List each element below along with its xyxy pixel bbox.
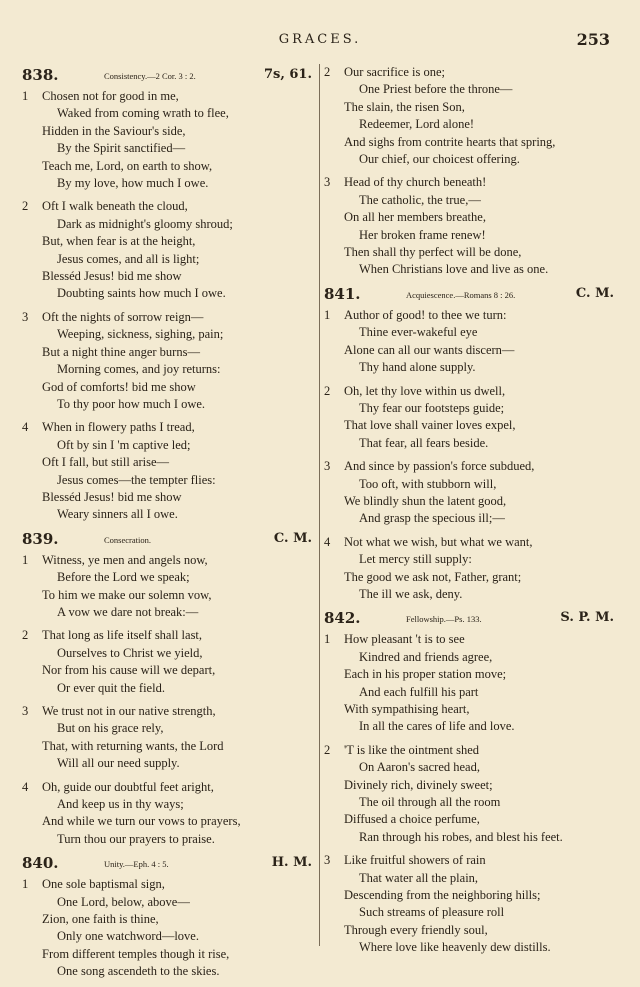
- verse-line: Nor from his cause will we depart,: [42, 663, 216, 678]
- stanza-number: 2: [324, 383, 331, 398]
- verse-line: Blesséd Jesus! bid me show: [42, 489, 182, 504]
- verse-line: Kindred and friends agree,: [359, 649, 493, 664]
- verse-line: Ran through his robes, and blest his feet.: [359, 829, 563, 844]
- verse-line: With sympathising heart,: [344, 702, 470, 716]
- stanza-number: 4: [324, 534, 331, 549]
- verse-text: Not what we wish, but what we want,: [344, 534, 533, 549]
- hymn: [324, 285, 616, 604]
- page-header: [0, 30, 640, 52]
- verse-line: [22, 419, 314, 436]
- verse-text: Oft I walk beneath the cloud,: [42, 199, 188, 214]
- verse-line: Jesus comes—the tempter flies:: [57, 472, 216, 487]
- verse-line: Where love like heavenly dew distills.: [359, 940, 551, 955]
- stanza: [324, 64, 616, 168]
- hymn-topic: Unity.—Eph. 4 : 5.: [104, 859, 169, 870]
- verse-line: [22, 552, 314, 569]
- verse-line: A vow we dare not break:—: [57, 604, 199, 619]
- verse-line: Descending from the neighboring hills;: [344, 888, 541, 903]
- verse-line: The oil through all the room: [359, 795, 501, 810]
- verse-line: Jesus comes, and all is light;: [57, 251, 200, 266]
- hymn-topic: Consecration.: [104, 534, 151, 545]
- stanza-number: 3: [324, 175, 331, 190]
- hymn: [22, 530, 314, 849]
- hymn: [324, 609, 616, 956]
- verse-line: One song ascendeth to the skies.: [57, 964, 220, 979]
- verse-line: Thy fear our footsteps guide;: [359, 400, 505, 415]
- stanza: [22, 552, 314, 622]
- stanza: [324, 307, 616, 377]
- verse-line: Or ever quit the field.: [57, 680, 165, 695]
- verse-line: Then shall thy perfect will be done,: [344, 245, 522, 260]
- verse-line: Dark as midnight's gloomy shroud;: [57, 216, 233, 231]
- verse-line: From different temples though it rise,: [42, 946, 230, 961]
- verse-line: [324, 174, 616, 191]
- verse-line: [324, 631, 616, 648]
- stanza-number: 1: [324, 307, 331, 322]
- verse-line: [22, 779, 314, 796]
- stanza-number: 2: [324, 65, 331, 79]
- verse-text: Author of good! to thee we turn:: [344, 307, 507, 322]
- stanza-number: 3: [22, 704, 29, 718]
- verse-line: Each in his proper station move;: [344, 667, 507, 682]
- verse-line: Zion, one faith is thine,: [42, 912, 159, 927]
- verse-line: Waked from coming wrath to flee,: [57, 106, 229, 121]
- verse-line: Teach me, Lord, on earth to show,: [42, 158, 213, 173]
- verse-line: That fear, all fears beside.: [359, 435, 489, 450]
- verse-line: By the Spirit sanctified—: [57, 141, 186, 156]
- verse-text: We trust not in our native strength,: [42, 704, 216, 718]
- verse-line: [22, 309, 314, 326]
- stanza: [324, 631, 616, 735]
- verse-line: By my love, how much I owe.: [57, 176, 209, 191]
- verse-line: [324, 307, 616, 324]
- verse-text: Like fruitful showers of rain: [344, 853, 486, 868]
- verse-line: Before the Lord we speak;: [57, 570, 190, 585]
- verse-text: Head of thy church beneath!: [344, 175, 487, 190]
- verse-line: Oft I fall, but still arise—: [42, 455, 170, 470]
- hymn-heading: [22, 854, 314, 876]
- hymn-heading: [22, 530, 314, 552]
- stanza-number: 1: [22, 89, 29, 103]
- hymn-heading: [324, 609, 616, 631]
- stanza-number: 2: [22, 199, 29, 214]
- verse-text: When in flowery paths I tread,: [42, 420, 195, 435]
- verse-line: Let mercy still supply:: [359, 552, 472, 567]
- verse-line: [324, 852, 616, 869]
- hymn-meter: 7s, 61.: [263, 67, 312, 82]
- hymn: [324, 64, 616, 279]
- stanza-number: 3: [22, 309, 29, 324]
- verse-line: [22, 627, 314, 644]
- left-column: [22, 64, 314, 987]
- stanza-number: 2: [324, 742, 331, 757]
- hymn-number: 838.: [22, 66, 59, 84]
- verse-text: 'T is like the ointment shed: [344, 742, 479, 757]
- verse-line: Thine ever-wakeful eye: [359, 325, 478, 340]
- stanza-number: 1: [22, 552, 29, 567]
- column-divider: [319, 64, 320, 946]
- verse-line: Hidden in the Saviour's side,: [42, 123, 186, 138]
- verse-line: [324, 383, 616, 400]
- verse-line: But a night thine anger burns—: [42, 344, 200, 359]
- verse-line: Ourselves to Christ we yield,: [57, 645, 203, 660]
- verse-line: Doubting saints how much I owe.: [57, 286, 226, 301]
- hymn-meter: S. P. M.: [560, 610, 614, 626]
- verse-line: The ill we ask, deny.: [359, 586, 463, 601]
- verse-text: Oh, let thy love within us dwell,: [344, 383, 506, 398]
- verse-text: One sole baptismal sign,: [42, 877, 165, 892]
- hymn-meter: H. M.: [271, 855, 312, 871]
- verse-line: Our chief, our choicest offering.: [359, 152, 520, 167]
- verse-text: Our sacrifice is one;: [344, 65, 446, 79]
- verse-line: And keep us in thy ways;: [57, 797, 184, 812]
- verse-line: Weary sinners all I owe.: [57, 507, 178, 522]
- stanza: [22, 88, 314, 192]
- verse-text: Oh, guide our doubtful feet aright,: [42, 779, 214, 794]
- hymn-number: 839.: [22, 529, 59, 548]
- stanza: [324, 174, 616, 278]
- verse-text: Oft the nights of sorrow reign—: [42, 309, 204, 324]
- hymn-heading: [22, 66, 314, 88]
- stanza-number: 3: [324, 459, 331, 474]
- stanza: [22, 309, 314, 413]
- verse-line: And sighs from contrite hearts that spring,: [344, 134, 556, 149]
- hymn-topic: Fellowship.—Ps. 133.: [406, 614, 482, 625]
- stanza: [324, 742, 616, 846]
- verse-line: The slain, the risen Son,: [344, 99, 465, 114]
- verse-line: [22, 876, 314, 893]
- stanza-number: 1: [22, 877, 29, 892]
- stanza: [324, 852, 616, 956]
- verse-line: On all her members breathe,: [344, 210, 486, 225]
- hymn-topic: Acquiescence.—Romans 8 : 26.: [406, 289, 516, 300]
- hymn: [22, 66, 314, 524]
- hymn-meter: C. M.: [273, 530, 312, 546]
- verse-line: That love shall vainer loves expel,: [344, 418, 516, 433]
- verse-text: Chosen not for good in me,: [42, 89, 179, 103]
- verse-line: The good we ask not, Father, grant;: [344, 569, 522, 584]
- verse-line: And while we turn our vows to prayers,: [42, 814, 241, 829]
- verse-line: And each fulfill his part: [359, 684, 479, 699]
- verse-line: On Aaron's sacred head,: [359, 760, 480, 775]
- stanza: [22, 419, 314, 523]
- verse-line: Redeemer, Lord alone!: [359, 117, 475, 132]
- verse-line: Morning comes, and joy returns:: [57, 362, 221, 377]
- verse-line: We blindly shun the latent good,: [344, 493, 507, 508]
- verse-line: In all the cares of life and love.: [359, 719, 515, 734]
- verse-line: Through every friendly soul,: [344, 922, 488, 937]
- verse-text: And since by passion's force subdued,: [344, 459, 535, 474]
- verse-line: When Christians love and live as one.: [359, 262, 549, 277]
- verse-line: The catholic, the true,—: [359, 192, 481, 207]
- verse-line: One Lord, below, above—: [57, 894, 190, 909]
- verse-line: God of comforts! bid me show: [42, 379, 196, 394]
- verse-line: Blesséd Jesus! bid me show: [42, 269, 182, 284]
- stanza-number: 3: [324, 853, 331, 868]
- hymn-number: 840.: [22, 854, 59, 873]
- verse-line: [22, 88, 314, 105]
- hymn-heading: [324, 285, 616, 307]
- stanza: [324, 534, 616, 604]
- verse-line: [22, 198, 314, 215]
- verse-line: Weeping, sickness, sighing, pain;: [57, 327, 224, 342]
- hymn-topic: Consistency.—2 Cor. 3 : 2.: [104, 71, 196, 81]
- verse-line: Only one watchword—love.: [57, 929, 199, 944]
- verse-line: That water all the plain,: [359, 870, 479, 885]
- verse-line: Too oft, with stubborn will,: [359, 476, 497, 491]
- stanza-number: 2: [22, 628, 29, 643]
- verse-line: [324, 458, 616, 475]
- verse-text: How pleasant 't is to see: [344, 632, 465, 647]
- stanza-number: 4: [22, 779, 29, 794]
- hymn-meter: C. M.: [575, 285, 614, 301]
- verse-text: That long as life itself shall last,: [42, 628, 203, 643]
- verse-line: Such streams of pleasure roll: [359, 905, 505, 920]
- stanza: [324, 458, 616, 528]
- running-title: GRACES.: [278, 32, 362, 47]
- verse-line: And grasp the specious ill;—: [359, 511, 505, 526]
- stanza-number: 4: [22, 420, 29, 435]
- verse-line: Turn thou our prayers to praise.: [57, 831, 215, 846]
- stanza: [22, 703, 314, 773]
- stanza: [22, 198, 314, 302]
- hymn-number: 841.: [324, 284, 361, 303]
- hymn-number: 842.: [324, 609, 361, 628]
- verse-line: Alone can all our wants discern—: [344, 342, 515, 357]
- verse-line: Oft by sin I 'm captive led;: [57, 437, 191, 452]
- verse-line: One Priest before the throne—: [359, 82, 513, 97]
- right-column: [324, 64, 616, 963]
- verse-line: [324, 534, 616, 551]
- stanza: [324, 383, 616, 453]
- stanza-number: 1: [324, 632, 331, 647]
- stanza: [22, 876, 314, 980]
- verse-line: Diffused a choice perfume,: [344, 812, 480, 827]
- verse-text: Witness, ye men and angels now,: [42, 552, 208, 567]
- stanza: [22, 627, 314, 697]
- verse-line: Will all our need supply.: [57, 756, 180, 771]
- verse-line: Her broken frame renew!: [359, 227, 486, 242]
- verse-line: Thy hand alone supply.: [359, 360, 476, 375]
- verse-line: That, with returning wants, the Lord: [42, 738, 224, 753]
- verse-line: Divinely rich, divinely sweet;: [344, 777, 493, 792]
- page-number: 253: [576, 30, 610, 49]
- verse-line: To him we make our solemn vow,: [42, 587, 212, 602]
- hymn: [22, 854, 314, 980]
- stanza: [22, 779, 314, 849]
- verse-line: But on his grace rely,: [57, 721, 164, 736]
- verse-line: To thy poor how much I owe.: [57, 396, 206, 411]
- verse-line: [324, 742, 616, 759]
- verse-line: [22, 703, 314, 720]
- verse-line: [324, 64, 616, 81]
- verse-line: But, when fear is at the height,: [42, 234, 196, 249]
